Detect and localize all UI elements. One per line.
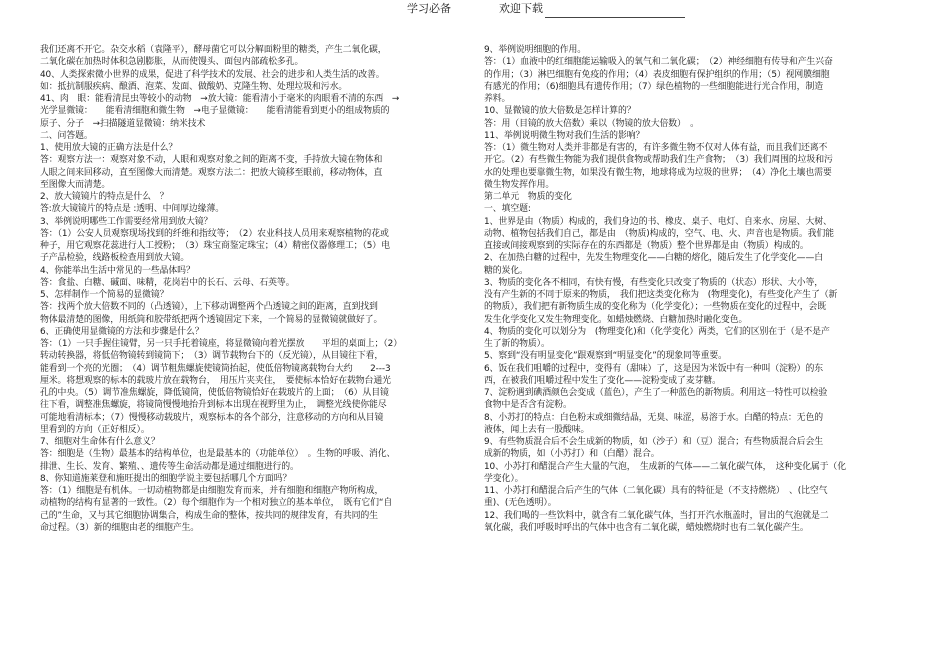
text-line: 答：（1）血液中的红细胞能运输吸入的氧气和二氧化碳； （2）神经细胞有传导和产生兴奋 (484, 57, 833, 68)
text-line: 孔的中央。（5）调节准焦螺旋，降低镜筒，使低倍物镜恰好在载玻片的上面； （6）从目镜 (40, 388, 389, 398)
text-line: 答：（1）微生物对人类并非都是有害的，有许多微生物不仅对人体有益，而且我们还离不 (484, 143, 828, 153)
text-line: 没有产生新的不同于原来的物质， 我们把这类变化称为 (物理变化)，有些变化产生了（新 (484, 290, 838, 300)
header-left-text: 学习必备 (407, 2, 451, 15)
text-line: 种子，用它观察花蕊进行人工授粉； （3）珠宝商鉴定珠宝；（4）精密仪器修理工；（5）电 (40, 241, 390, 251)
text-line: 能看到一个亮的光圈； （4）调节粗焦螺旋使镜筒抬起，使低倍物镜离载物台大约 2---3 (40, 363, 391, 374)
text-line: 物体最清楚的图像，用纸筒和胶带纸把两个透镜固定下来，一个简易的显微镜就做好了。 (40, 314, 383, 325)
text-line: 3、物质的变化各不相同，有快有慢，有些变化只改变了物质的（状态）形状、大小等， (484, 277, 823, 288)
text-line: 原子、分子 →扫描隧道显微镜：纳米技术 (40, 118, 206, 129)
text-line: 2、放大镜镜片的特点是什么 ？ (40, 192, 169, 202)
text-line: 答：细胞是（生物）最基本的结构单位，也是最基本的（功能单位） 。生物的呼吸、消化、 (40, 449, 396, 460)
header-underline (545, 17, 685, 18)
left-text-column (40, 44, 470, 534)
right-text-column (484, 44, 916, 534)
text-line: 答：食盐、白糖、碱面、味精，花岗岩中的长石、云母、石英等。 (40, 277, 295, 288)
text-line: 有感光的作用；（6)细胞具有遗传作用；（7）绿色植物的一些细胞能进行光合作用，制造 (484, 81, 824, 92)
text-line: 7、淀粉遇到碘酒颜色会变成（蓝色），产生了一种蓝色的新物质。利用这一特性可以检验 (484, 388, 828, 398)
header-right-text: 欢迎下载 (499, 2, 543, 15)
text-line: 微生物发挥作用。 (484, 179, 555, 190)
text-line: 1、使用放大镜的正确方法是什么？ (40, 143, 178, 153)
text-line: 我们还离不开它。杂交水稻（袁隆平），酵母菌它可以分解面粉里的糖类，产生二氧化碳， (40, 45, 387, 55)
text-line: 氧化碳，我们呼吸时呼出的气体中也含有二氧化碳，蜡烛燃烧时也有二氧化碳产生。 (484, 522, 809, 533)
text-line: 4、你能举出生活中常见的一些晶体吗？ (40, 265, 195, 276)
text-line: 光学显微镜： 能看清细胞和微生物 →电子显微镜： 能看清能看到更小的组成物质的 (40, 106, 390, 117)
text-line: 6、饭在我们咀嚼的过程中，变得有（甜味）了，这是因为米饭中有一种叫（淀粉）的东 (484, 363, 823, 374)
text-line: 答:放大镜镜片的特点是 :透明、中间厚边缘薄。 (40, 204, 224, 215)
text-line: 至图像大而清楚。 (40, 179, 111, 190)
text-line: 41、肉 眼：能看清昆虫等较小的动物 →放大镜：能看清小于毫米的肉眼看不清的东西 → (40, 94, 400, 104)
text-line: 往下看，调整准焦螺旋，将镜筒慢慢地抬升到标本出现在视野里为止， 调整光线使你能尽 (40, 400, 387, 411)
text-line: 10、显微镜的放大倍数是怎样计算的？ (484, 106, 636, 117)
text-line: 11、小苏打和醋混合后产生的气体（二氧化碳）具有的特征是（不支持燃烧） 、(比空气 (484, 486, 828, 496)
text-line: 开它。（2）有些微生物能为我们提供食物或帮助我们生产食物； （3）我们周围的垃圾和污 (484, 155, 833, 166)
text-line: 成新的物质，如（小苏打）和（白醋）混合。 (484, 449, 660, 460)
page-header (0, 2, 950, 16)
text-line: 答：用（目镜的放大倍数）乘以（物镜的放大倍数） 。 (484, 118, 699, 129)
text-line: 第二单元 物质的变化 (484, 192, 572, 202)
text-line: 动物、植物包括我们自己，都是由 （物质)构成的，空气、电、火、声音也是物质。我们能 (484, 228, 834, 239)
text-line: 8、你知道施莱登和施旺提出的细胞学说主要包括哪几个方面吗？ (40, 473, 292, 484)
text-line: 3、举例说明哪些工作需要经常用到放大镜？ (40, 216, 213, 227)
text-line: 西，在被我们咀嚼过程中发生了变化——淀粉变成了麦芽糖。 (484, 375, 721, 386)
text-line: 10、小苏打和醋混合产生大量的气泡， 生成新的气体——二氧化碳气体， 这种变化属于（化 (484, 461, 846, 472)
text-line: 里看到的方向（正好相反）。 (40, 424, 150, 435)
text-line: 12、我们喝的一些饮料中，就含有二氧化碳气体，当打开汽水瓶盖时，冒出的气泡就是二 (484, 510, 829, 521)
text-line: 9、有些物质混合后不会生成新的物质，如（沙子）和（豆）混合；有些物质混合后会生 (484, 437, 823, 447)
text-line: 2、在加热白糖的过程中，先发生物理变化——白糖的熔化，随后发生了化学变化——白 (484, 253, 823, 264)
text-line: 厘米。将想观察的标本的载玻片放在载物台， 用压片夹夹住， 要使标本恰好在载物台通光 (40, 375, 391, 386)
text-line: 7、细胞对生命体有什么意义？ (40, 437, 160, 447)
text-line: 生了新的物质）。 (484, 339, 550, 349)
text-line: 一、填空题: (484, 204, 531, 215)
text-line: 转动转换器，将低倍物镜转到镜筒下； （3）调节载物台下的（反光镜），从目镜往下看， (40, 351, 384, 362)
text-line: 发生化学变化又发生物理变化。如蜡烛燃烧、白糖加热时融化变色。 (484, 314, 748, 325)
text-line: 11、举例说明微生物对我们生活的影响？ (484, 130, 645, 141)
text-line: 答：观察方法一：观察对象不动，人眼和观察对象之间的距离不变，手持放大镜在物体和 (40, 155, 383, 166)
text-line: 答：（1）公安人员观察现场找到的纤维和指纹等； （2）农业科技人员用来观察植物的花或 (40, 228, 389, 239)
text-line: 的物质），我们把有新物质生成的变化称为（化学变化）；一些物质在变化的过程中，会既 (484, 302, 827, 313)
text-line: 排泄、生长、发育、繁殖、、遗传等生命活动都是通过细胞进行的。 (40, 461, 299, 472)
text-line: 40、人类探索微小世界的成果，促进了科学技术的发展、社会的进步和人类生活的改善。 (40, 69, 385, 80)
text-line: 5、察到“没有明显变化”跟观察到“明显变化”的现象同等重要。 (484, 351, 727, 362)
text-line: 养料。 (484, 94, 511, 104)
text-line: 1、世界是由（物质）构成的，我们身边的书、橡皮、桌子、电灯、自来水、房屋、大树、 (484, 216, 832, 227)
text-line: 可能地看清标本；（7）慢慢移动载玻片，观察标本的各个部分，注意移动的方向和从目镜 (40, 412, 384, 423)
text-line: 直接或间接观察到的实际存在的东西都是（物质）整个世界都是由（物质）构成的。 (484, 241, 809, 251)
text-line: 命过程。（3）新的细胞由老的细胞产生。 (40, 522, 200, 533)
text-line: 答：找两个放大倍数不同的（凸透镜），上下移动调整两个凸透镜之间的距离，直到找到 (40, 302, 378, 313)
text-line: 6、正确使用显微镜的方法和步骤是什么？ (40, 326, 204, 337)
text-line: 二氧化碳在加热时体积急剧膨胀，从而使馒头、面包内部疏松多孔。 (40, 57, 304, 68)
text-line: 4、物质的变化可以划分为 (物理变化)和（化学变化）两类，它们的区别在于（是不是产 (484, 326, 830, 337)
text-line: 水的处理也要靠微生物，如果没有微生物，地球将成为垃圾的世界； （4）净化土壤也需要 (484, 167, 832, 178)
text-line: 糖的炭化。 (484, 265, 528, 276)
text-line: 己的”生命，又与其它细胞协调集合，构成生命的整体，按共同的规律发育，有共同的生 (40, 510, 378, 521)
text-line: 8、小苏打的特点：白色粉末或细微结晶，无臭、味涩，易溶于水。白醋的特点：无色的 (484, 412, 823, 423)
text-line: 5、怎样制作一个简易的显微镜？ (40, 290, 169, 300)
text-line: 9、举例说明细胞的作用。 (484, 45, 587, 55)
text-line: 重)、(无色透明）。 (484, 498, 557, 509)
text-line: 人眼之间来回移动，直至图像大而清楚。观察方法二：把放大镜移至眼前，移动物体，直 (40, 167, 383, 178)
text-line: 的作用；（3）淋巴细胞有免疫的作用；（4）表皮细胞有保护组织的作用；（5）视网膜细胞 (484, 69, 830, 80)
text-line: 液体，闻上去有一股酸味。 (484, 424, 590, 435)
text-line: 食物中是否含有淀粉。 (484, 400, 572, 411)
text-line: 如：抵抗制服疾病、酿酒、泡菜、发面、做酸奶、克隆生物、处理垃圾和污水。 (40, 81, 348, 92)
text-line: 答：（1）细胞是有机体。一切动植物都是由细胞发育而来，并有细胞和细胞产物所构成， (40, 486, 384, 496)
text-line: 子产品检验，线路板检查用到放大镜。 (40, 253, 190, 264)
text-line: 动植物的结构有显著的一致性。（2）每个细胞作为一个相对独立的基本单位， 既有它们“自 (40, 498, 393, 509)
text-line: 二、问答题。 (40, 130, 93, 141)
text-line: 学变化）。 (484, 473, 524, 484)
text-line: 答：（1）一只手握住镜臂，另一只手托着镜座，将显微镜向着光摆放 平坦的桌面上；（2） (40, 339, 402, 349)
